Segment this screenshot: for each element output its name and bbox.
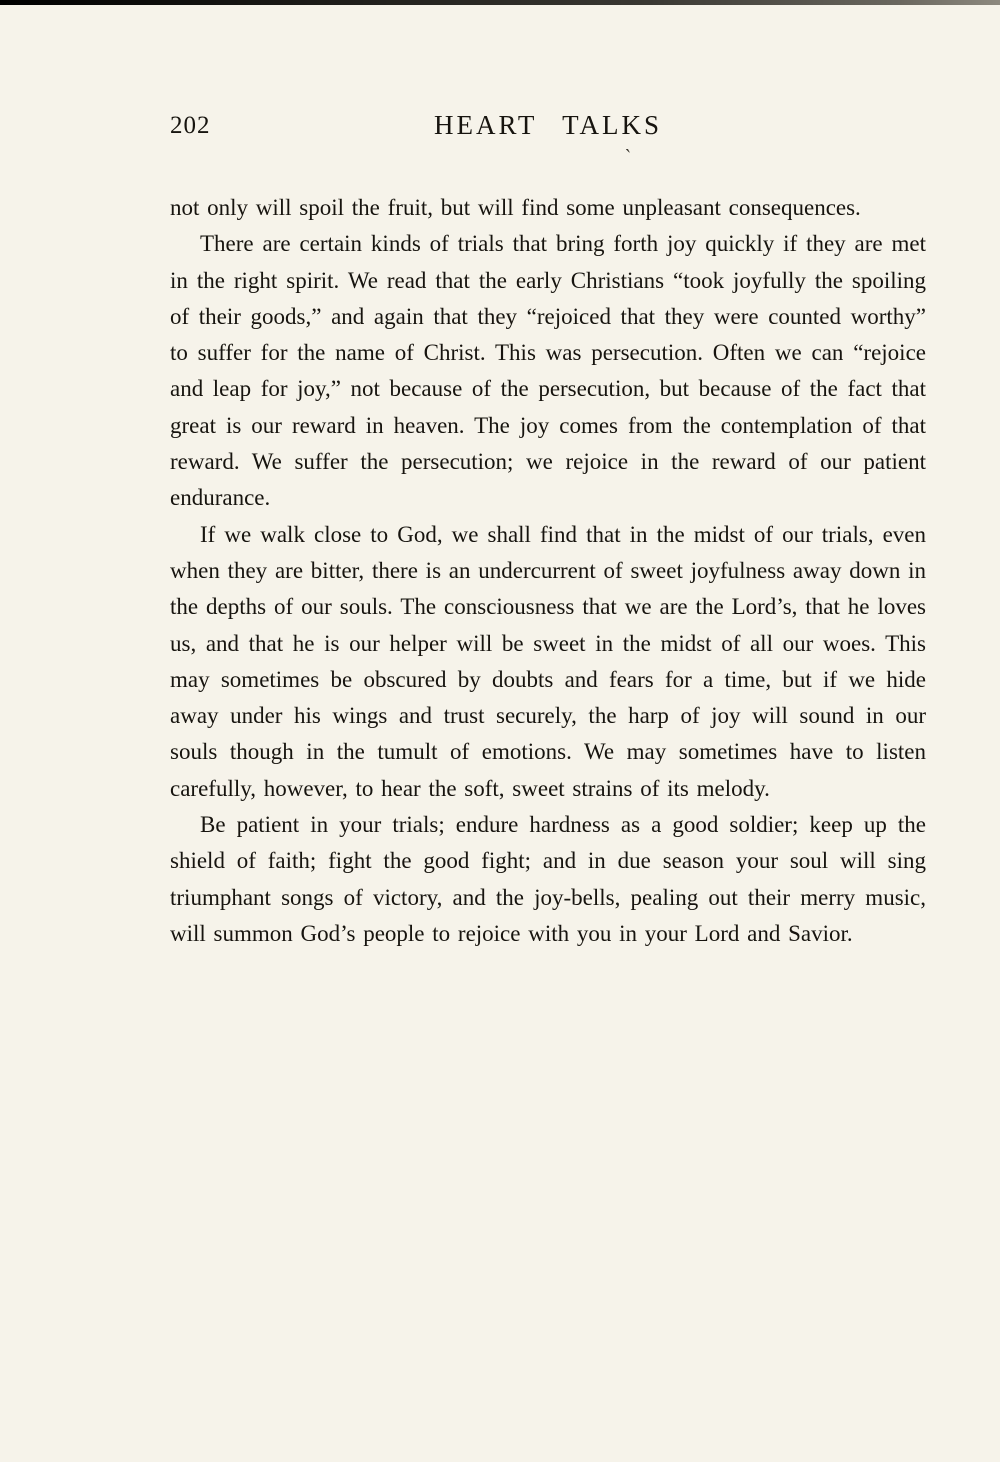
paragraph: If we walk close to God, we shall find that in the midst of our trials, even when they are bitter, there is an undercurrent of sweet joyfulness away down in the depths of our souls. The consciousness that we are the Lord’s, that he loves us, and that he is our helper will be sweet in the midst of all our woes. This may sometimes be obscured by doubts and fears for a time, but if we hide away under his wings and trust securely, the harp of joy will sound in our souls though in the tumult of emotions. We may sometimes have to listen carefully, however, to hear the soft, sweet strains of its melody. bbox=[170, 521, 926, 801]
page-number: 202 bbox=[170, 112, 211, 139]
page-content bbox=[170, 0, 926, 952]
body-text bbox=[170, 190, 926, 952]
binding-shadow bbox=[0, 0, 28, 1462]
scan-speck: ˋ bbox=[625, 144, 631, 171]
paragraph: There are certain kinds of trials that bring forth joy quickly if they are met in the right spirit. We read that the early Christians “took joyfully the spoiling of their goods,” and again that they “rejoiced that they were counted worthy” to suffer for the name of Christ. This was persecution. Often we can “rejoice and leap for joy,” not because of the persecution, but because of the fact that great is our reward in heaven. The joy comes from the contemplation of that reward. We suffer the persecution; we rejoice in the reward of our patient endurance. bbox=[170, 231, 926, 511]
running-head: HEART TALKS bbox=[434, 110, 662, 140]
paragraph: not only will spoil the fruit, but will find some unpleasant consequences. bbox=[170, 195, 861, 220]
page-head bbox=[170, 110, 926, 171]
paragraph: Be patient in your trials; endure hardness as a good soldier; keep up the shield of faith; fight the good fight; and in due season your soul will sing triumphant songs of victory, and the joy-bells, pealing out their merry music, will summon God’s people to rejoice with you in your Lord and Savior. bbox=[170, 812, 926, 946]
